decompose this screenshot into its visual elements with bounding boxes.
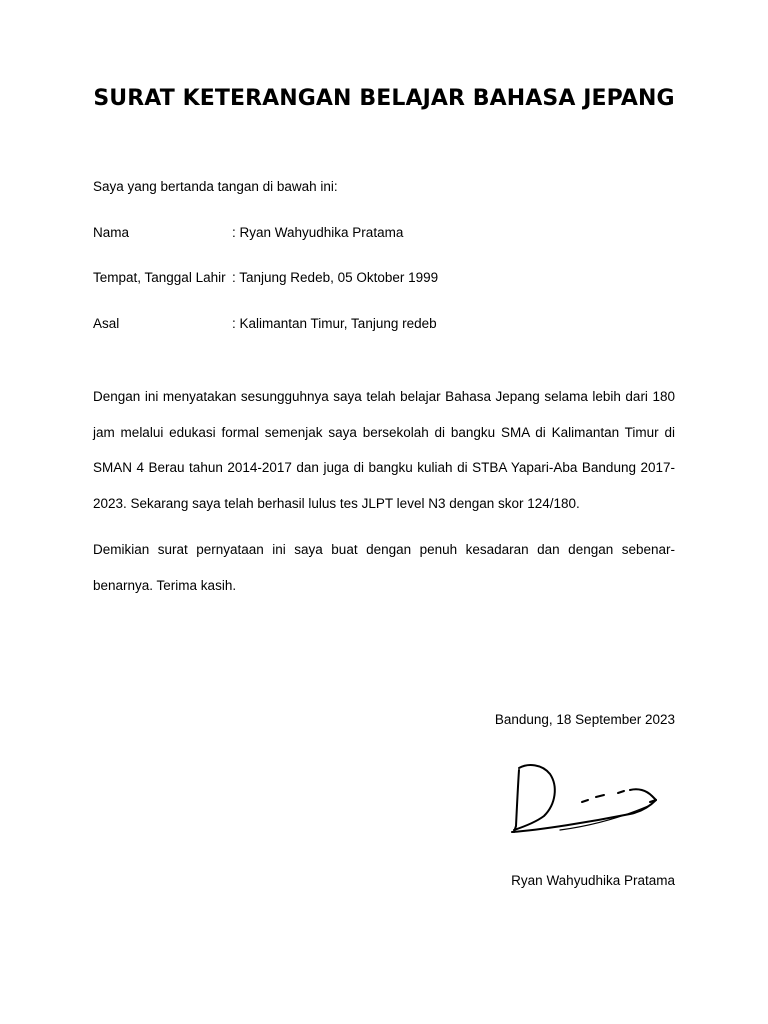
signer-name: Ryan Wahyudhika Pratama xyxy=(511,873,675,888)
document-title: SURAT KETERANGAN BELAJAR BAHASA JEPANG xyxy=(93,86,675,111)
statement-paragraph: Dengan ini menyatakan sesungguhnya saya telah belajar Bahasa Jepang selama lebih dari 180 jam melalui edukasi formal semenjak saya bersekolah di bangku SMA di Kalimantan Timur di SMAN 4 Berau tahun 2014-2017 dan juga di bangku kuliah di STBA Yapari-Aba Bandung 2017-2023. Sekarang saya telah berhasil lulus tes JLPT level N3 dengan skor 124/180. xyxy=(93,389,675,511)
field-label-ttl: Tempat, Tanggal Lahir xyxy=(93,270,226,285)
field-value-nama: : Ryan Wahyudhika Pratama xyxy=(232,225,404,240)
intro-text: Saya yang bertanda tangan di bawah ini: xyxy=(93,179,338,194)
field-value-ttl: : Tanjung Redeb, 05 Oktober 1999 xyxy=(232,270,439,285)
signature-image xyxy=(500,760,665,840)
field-label-nama: Nama xyxy=(93,225,130,240)
field-value-asal: : Kalimantan Timur, Tanjung redeb xyxy=(232,316,437,331)
place-date: Bandung, 18 September 2023 xyxy=(494,712,675,727)
closing-paragraph: Demikian surat pernyataan ini saya buat dengan penuh kesadaran dan dengan sebenar-benarnya. Terima kasih. xyxy=(93,542,675,593)
field-label-asal: Asal xyxy=(93,316,120,331)
